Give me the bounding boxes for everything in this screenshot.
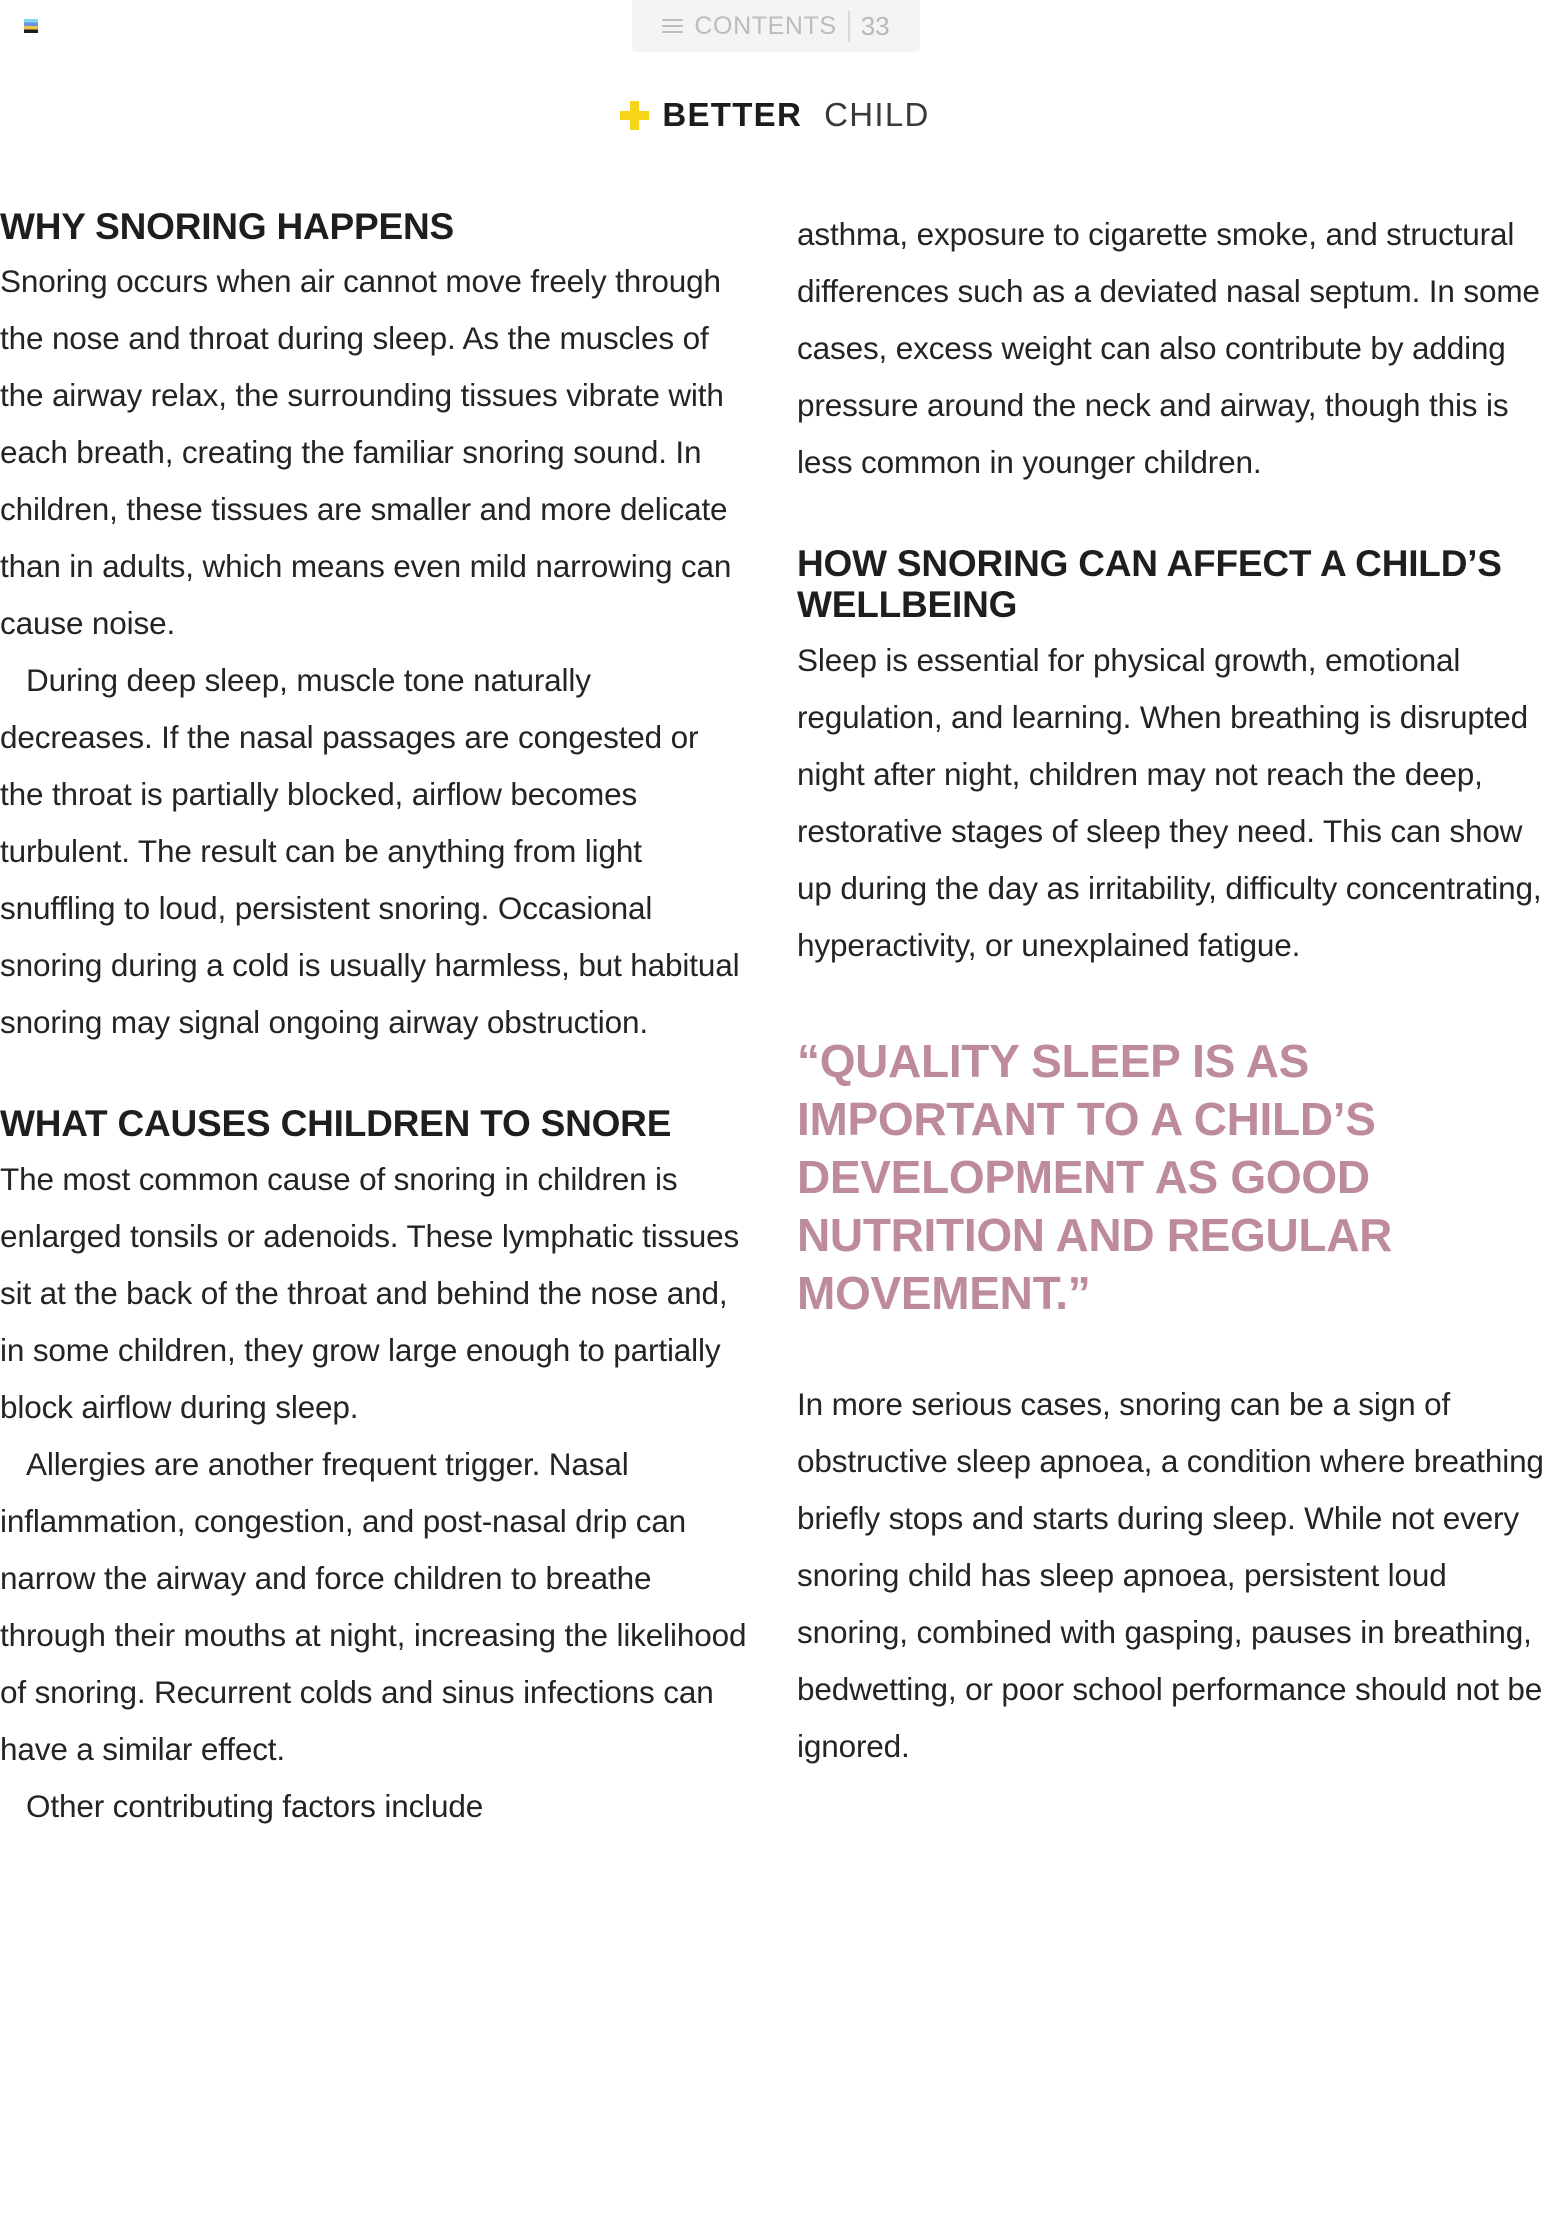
masthead (0, 96, 1550, 134)
article-column-right (797, 206, 1547, 1775)
contents-button[interactable] (632, 0, 920, 52)
heading-why-snoring-happens: WHY SNORING HAPPENS (0, 206, 454, 247)
pill-divider (848, 11, 850, 42)
top-bar (0, 0, 1550, 52)
hamburger-icon (662, 19, 683, 33)
paragraph: The most common cause of snoring in children is enlarged tonsils or adenoids. These lymphatic tissues sit at the back of the throat and behind the nose and, in some children, they grow large enough to partially block airflow during sleep. (0, 1160, 740, 1425)
paragraph: In more serious cases, snoring can be a sign of obstructive sleep apnoea, a condition where breathing briefly stops and starts during sleep. While not every snoring child has sleep apnoea, persistent loud snoring, combined with gasping, pauses in breathing, bedwetting, or poor school performance should not be ignored. (797, 1385, 1544, 1764)
pull-quote: “QUALITY SLEEP IS AS IMPORTANT TO A CHILD’S DEVELOPMENT AS GOOD NUTRITION AND REGULAR MOVEMENT.” (797, 1034, 1393, 1319)
paragraph: Allergies are another frequent trigger. Nasal inflammation, congestion, and post-nasal drip can narrow the airway and force children to breathe through their mouths at night, increasing the likelihood of snoring. Recurrent colds and sinus infections can have a similar effect. (0, 1445, 747, 1767)
corner-logo-mark (24, 19, 38, 33)
contents-label: CONTENTS (694, 11, 837, 40)
plus-cross-icon (620, 101, 649, 130)
paragraph: Sleep is essential for physical growth, emotional regulation, and learning. When breathing is disrupted night after night, children may not reach the deep, restorative stages of sleep they need. This can show up during the day as irritability, difficulty concentrating, hyperactivity, or unexplained fatigue. (797, 641, 1542, 963)
paragraph: During deep sleep, muscle tone naturally decreases. If the nasal passages are congested or the throat is partially blocked, airflow becomes turbulent. The result can be anything from light snuffling to loud, persistent snoring. Occasional snoring during a cold is usually harmless, but habitual snoring may signal ongoing airway obstruction. (0, 662, 740, 1041)
brand-name-bold: BETTER (662, 96, 803, 133)
heading-what-causes-children-to-snore: WHAT CAUSES CHILDREN TO SNORE (0, 1103, 672, 1145)
article-column-left (0, 206, 750, 1835)
page-number: 33 (860, 10, 890, 41)
paragraph: asthma, exposure to cigarette smoke, and structural differences such as a deviated nasal septum. In some cases, excess weight can also contribute by adding pressure around the neck and airway, though this is less common in younger children. (797, 216, 1540, 480)
brand-name-light: CHILD (824, 96, 930, 133)
heading-how-snoring-can-affect-wellbeing: HOW SNORING CAN AFFECT A CHILD’S WELLBEING (797, 543, 1502, 626)
paragraph: Other contributing factors include (26, 1787, 484, 1824)
paragraph: Snoring occurs when air cannot move freely through the nose and throat during sleep. As the muscles of the airway relax, the surrounding tissues vibrate with each breath, creating the familiar snoring sound. In children, these tissues are smaller and more delicate than in adults, which means even mild narrowing can cause noise. (0, 263, 732, 642)
